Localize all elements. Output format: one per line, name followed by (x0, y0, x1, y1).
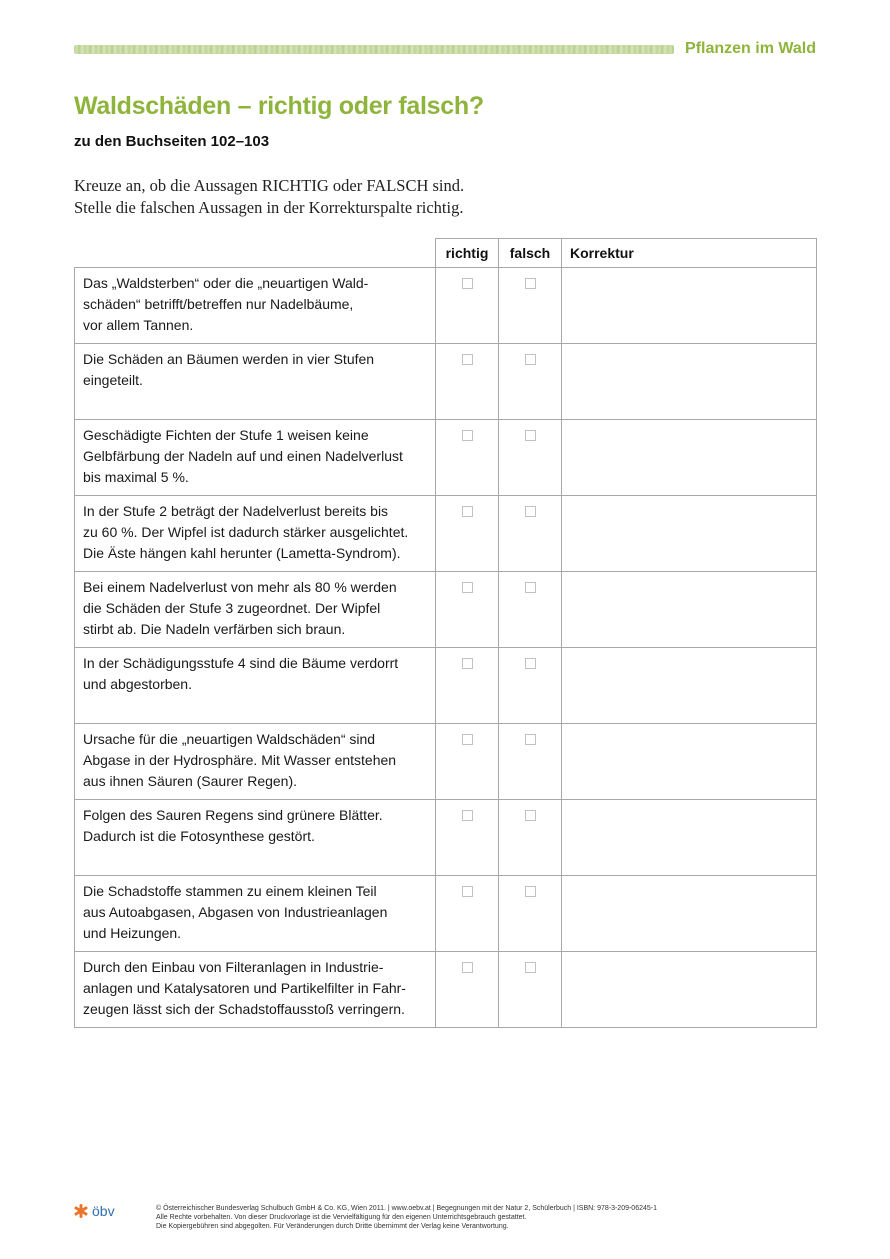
statement-cell (75, 648, 436, 724)
table-header-row (75, 239, 817, 268)
statement-cell (75, 268, 436, 344)
richtig-cell (436, 572, 499, 648)
statement-text: Die Schäden an Bäumen werden in vier Stufen eingeteilt. (83, 351, 375, 388)
richtig-cell (436, 344, 499, 420)
korrektur-cell[interactable] (562, 800, 817, 876)
falsch-checkbox[interactable] (525, 886, 536, 897)
korrektur-cell[interactable] (562, 572, 817, 648)
korrektur-cell[interactable] (562, 420, 817, 496)
table-row (75, 648, 817, 724)
instruction-line: Stelle die falschen Aussagen in der Korrekturspalte richtig. (74, 198, 464, 217)
header-section-title: Pflanzen im Wald (685, 40, 816, 57)
korrektur-cell[interactable] (562, 724, 817, 800)
falsch-checkbox[interactable] (525, 810, 536, 821)
falsch-checkbox[interactable] (525, 658, 536, 669)
richtig-checkbox[interactable] (462, 354, 473, 365)
statement-text: In der Stufe 2 beträgt der Nadelverlust bereits bis zu 60 %. Der Wipfel ist dadurch stärker ausgelichtet. Die Äste hängen kahl herunter (Lametta-Syndrom). (83, 503, 409, 561)
statement-text: Folgen des Sauren Regens sind grünere Blätter. Dadurch ist die Fotosynthese gestört. (83, 807, 383, 844)
statement-cell (75, 496, 436, 572)
table-row (75, 572, 817, 648)
table-row (75, 724, 817, 800)
header-stripe (74, 45, 674, 54)
richtig-cell (436, 496, 499, 572)
richtig-checkbox[interactable] (462, 962, 473, 973)
richtig-checkbox[interactable] (462, 734, 473, 745)
falsch-checkbox[interactable] (525, 962, 536, 973)
column-header-korrektur: Korrektur (562, 239, 817, 268)
statement-cell (75, 952, 436, 1028)
publisher-logo (74, 1203, 115, 1219)
instructions (74, 175, 464, 219)
korrektur-cell[interactable] (562, 952, 817, 1028)
column-header-richtig: richtig (436, 239, 499, 268)
falsch-checkbox[interactable] (525, 430, 536, 441)
statement-cell (75, 724, 436, 800)
falsch-cell (499, 876, 562, 952)
footer-line: Alle Rechte vorbehalten. Von dieser Druckvorlage ist die Vervielfältigung für den eigenen Unterrichtsgebrauch gestattet. (156, 1214, 527, 1221)
korrektur-cell[interactable] (562, 496, 817, 572)
statement-text: Ursache für die „neuartigen Waldschäden“ sind Abgase in der Hydrosphäre. Mit Wasser entstehen aus ihnen Säuren (Saurer Regen). (83, 731, 397, 789)
falsch-checkbox[interactable] (525, 506, 536, 517)
falsch-cell (499, 420, 562, 496)
falsch-cell (499, 648, 562, 724)
page-subtitle: zu den Buchseiten 102–103 (74, 133, 270, 150)
falsch-checkbox[interactable] (525, 278, 536, 289)
korrektur-cell[interactable] (562, 648, 817, 724)
richtig-checkbox[interactable] (462, 506, 473, 517)
richtig-cell (436, 268, 499, 344)
page-title: Waldschäden – richtig oder falsch? (74, 92, 484, 120)
richtig-cell (436, 420, 499, 496)
richtig-cell (436, 800, 499, 876)
falsch-cell (499, 724, 562, 800)
statement-cell (75, 876, 436, 952)
table-row (75, 952, 817, 1028)
richtig-cell (436, 952, 499, 1028)
falsch-cell (499, 344, 562, 420)
logo-wordmark: öbv (92, 1203, 115, 1219)
table-row (75, 268, 817, 344)
richtig-checkbox[interactable] (462, 278, 473, 289)
richtig-cell (436, 724, 499, 800)
falsch-cell (499, 800, 562, 876)
falsch-checkbox[interactable] (525, 354, 536, 365)
richtig-checkbox[interactable] (462, 886, 473, 897)
table-row (75, 800, 817, 876)
falsch-checkbox[interactable] (525, 582, 536, 593)
statement-text: Durch den Einbau von Filteranlagen in Industrie- anlagen und Katalysatoren und Partikelfilter in Fahr- zeugen lässt sich der Schadstoffausstoß verringern. (83, 959, 406, 1017)
instruction-line: Kreuze an, ob die Aussagen RICHTIG oder FALSCH sind. (74, 176, 465, 195)
footer-line: © Österreichischer Bundesverlag Schulbuch GmbH & Co. KG, Wien 2011. | www.oebv.at | Begegnungen mit der Natur 2, Schülerbuch | ISBN: 978-3-209-06245-1 (156, 1205, 657, 1212)
table-row (75, 496, 817, 572)
statement-cell (75, 420, 436, 496)
statement-text: Das „Waldsterben“ oder die „neuartigen Wald- schäden“ betrifft/betreffen nur Nadelbäume, vor allem Tannen. (83, 275, 369, 333)
statement-cell (75, 344, 436, 420)
statement-cell (75, 800, 436, 876)
statement-cell (75, 572, 436, 648)
column-header-falsch: falsch (499, 239, 562, 268)
footer-copyright (156, 1204, 657, 1231)
falsch-cell (499, 496, 562, 572)
table-row (75, 344, 817, 420)
richtig-checkbox[interactable] (462, 430, 473, 441)
table-row (75, 876, 817, 952)
statement-text: Bei einem Nadelverlust von mehr als 80 % werden die Schäden der Stufe 3 zugeordnet. Der Wipfel stirbt ab. Die Nadeln verfärben sich braun. (83, 579, 397, 637)
table-row (75, 420, 817, 496)
falsch-cell (499, 572, 562, 648)
richtig-checkbox[interactable] (462, 582, 473, 593)
korrektur-cell[interactable] (562, 876, 817, 952)
falsch-cell (499, 952, 562, 1028)
richtig-cell (436, 648, 499, 724)
korrektur-cell[interactable] (562, 344, 817, 420)
korrektur-cell[interactable] (562, 268, 817, 344)
table-header-blank (75, 239, 436, 268)
richtig-cell (436, 876, 499, 952)
task-table (74, 238, 817, 1028)
logo-star-icon (74, 1204, 88, 1218)
richtig-checkbox[interactable] (462, 810, 473, 821)
falsch-cell (499, 268, 562, 344)
footer-line: Die Kopiergebühren sind abgegolten. Für Veränderungen durch Dritte übernimmt der Verlag keine Verantwortung. (156, 1223, 509, 1230)
statement-text: Geschädigte Fichten der Stufe 1 weisen keine Gelbfärbung der Nadeln auf und einen Nadelverlust bis maximal 5 %. (83, 427, 403, 485)
falsch-checkbox[interactable] (525, 734, 536, 745)
statement-text: Die Schadstoffe stammen zu einem kleinen Teil aus Autoabgasen, Abgasen von Industrieanlagen und Heizungen. (83, 883, 388, 941)
statement-text: In der Schädigungsstufe 4 sind die Bäume verdorrt und abgestorben. (83, 655, 399, 692)
richtig-checkbox[interactable] (462, 658, 473, 669)
